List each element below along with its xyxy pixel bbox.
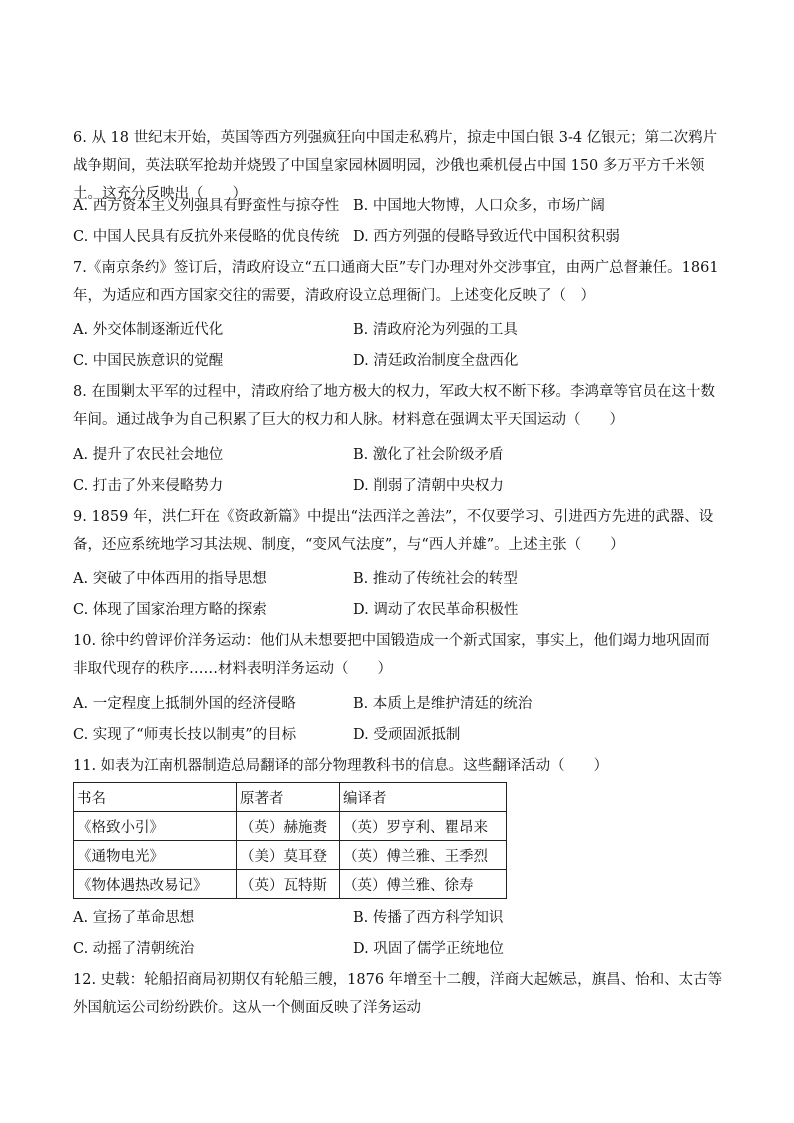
- question-9-option-a[interactable]: A. 突破了中体西用的指导思想: [73, 571, 267, 587]
- question-6-options-row-2: [73, 223, 723, 251]
- table-cell: （英）赫施赉: [237, 812, 340, 841]
- table-header-cell: 原著者: [237, 783, 340, 812]
- question-7-options-row-2: [73, 347, 723, 375]
- table-row: [74, 870, 507, 899]
- table-cell: （美）莫耳登: [237, 841, 340, 870]
- question-7-option-b[interactable]: B. 清政府沦为列强的工具: [353, 322, 518, 338]
- question-8-options-row-2: [73, 472, 723, 500]
- table-header-cell: 书名: [74, 783, 237, 812]
- question-10-option-b[interactable]: B. 本质上是维护清廷的统治: [353, 696, 533, 712]
- table-row: [74, 812, 507, 841]
- question-8-options-row-1: [73, 441, 723, 469]
- question-11-option-c[interactable]: C. 动摇了清朝统治: [73, 941, 195, 957]
- question-8-stem: 8. 在围剿太平军的过程中，清政府给了地方极大的权力，军政大权不断下移。李鸿章等官员在这十数年间。通过战争为自己积累了巨大的权力和人脉。材料意在强调太平天国运动（ ）: [73, 384, 715, 428]
- question-9-stem: 9. 1859 年，洪仁玕在《资政新篇》中提出“法西洋之善法”，不仅要学习、引进西方先进的武器、设备，还应系统地学习其法规、制度，“变风气法度”，与“西人并雄”。上述主张（ ）: [73, 509, 714, 553]
- question-11-stem: 11. 如表为江南机器制造总局翻译的部分物理教科书的信息。这些翻译活动（ ）: [73, 758, 609, 774]
- table-header-row: [74, 783, 507, 812]
- question-6-option-b[interactable]: B. 中国地大物博，人口众多，市场广阔: [353, 198, 605, 214]
- question-10-options-row-2: [73, 721, 723, 749]
- question-8-option-b[interactable]: B. 激化了社会阶级矛盾: [353, 447, 504, 463]
- table-cell: （英）罗亨利、瞿昂来: [340, 812, 507, 841]
- table-cell: （英）傅兰雅、王季烈: [340, 841, 507, 870]
- question-7-stem: 7.《南京条约》签订后，清政府设立“五口通商大臣”专门办理对外交涉事宜，由两广总督兼任。1861 年，为适应和西方国家交往的需要，清政府设立总理衙门。上述变化反映了（ ）: [73, 260, 719, 304]
- question-6-stem: 6. 从 18 世纪末开始，英国等西方列强疯狂向中国走私鸦片，掠走中国白银 3-4 亿银元；第二次鸦片战争期间，英法联军抢劫并烧毁了中国皇家园林圆明园，沙俄也乘机侵占中国 150 多万平方千米领土。这充分反映出（ ）: [73, 130, 718, 202]
- question-10-options-row-1: [73, 690, 723, 718]
- question-10-option-d[interactable]: D. 受顽固派抵制: [353, 727, 461, 743]
- question-8-option-c[interactable]: C. 打击了外来侵略势力: [73, 478, 224, 494]
- question-10-option-c[interactable]: C. 实现了“师夷长技以制夷”的目标: [73, 727, 297, 743]
- question-7-options-row-1: [73, 316, 723, 344]
- question-7-option-a[interactable]: A. 外交体制逐渐近代化: [73, 322, 224, 338]
- question-10-stem: 10. 徐中约曾评价洋务运动：他们从未想要把中国锻造成一个新式国家，事实上，他们竭力地巩固而非取代现存的秩序……材料表明洋务运动（ ）: [73, 633, 710, 677]
- question-11-option-d[interactable]: D. 巩固了儒学正统地位: [353, 941, 504, 957]
- question-9-options-row-1: [73, 565, 723, 593]
- table-cell: 《物体遇热改易记》: [74, 870, 237, 899]
- table-cell: 《格致小引》: [74, 812, 237, 841]
- question-9-option-d[interactable]: D. 调动了农民革命积极性: [353, 602, 519, 618]
- table-header-cell: 编译者: [340, 783, 507, 812]
- question-8-option-d[interactable]: D. 削弱了清朝中央权力: [353, 478, 504, 494]
- question-7-option-d[interactable]: D. 清廷政治制度全盘西化: [353, 353, 519, 369]
- question-8-option-a[interactable]: A. 提升了农民社会地位: [73, 447, 224, 463]
- question-9-option-b[interactable]: B. 推动了传统社会的转型: [353, 571, 518, 587]
- question-11-option-a[interactable]: A. 宣扬了革命思想: [73, 910, 195, 926]
- question-9-option-c[interactable]: C. 体现了国家治理方略的探索: [73, 602, 267, 618]
- question-6-option-d[interactable]: D. 西方列强的侵略导致近代中国积贫积弱: [353, 229, 620, 245]
- question-6-option-c[interactable]: C. 中国人民具有反抗外来侵略的优良传统: [73, 229, 340, 245]
- translation-table: [73, 782, 507, 899]
- question-7-option-c[interactable]: C. 中国民族意识的觉醒: [73, 353, 224, 369]
- table-row: [74, 841, 507, 870]
- question-11-option-b[interactable]: B. 传播了西方科学知识: [353, 910, 504, 926]
- table-cell: （英）傅兰雅、徐寿: [340, 870, 507, 899]
- table-cell: （英）瓦特斯: [237, 870, 340, 899]
- table-cell: 《通物电光》: [74, 841, 237, 870]
- question-6-option-a[interactable]: A. 西方资本主义列强具有野蛮性与掠夺性: [73, 198, 340, 214]
- question-11-options-row-1: [73, 904, 723, 932]
- question-12-stem: 12. 史载：轮船招商局初期仅有轮船三艘，1876 年增至十二艘，洋商大起嫉忌，旗昌、怡和、太古等外国航运公司纷纷跌价。这从一个侧面反映了洋务运动: [73, 972, 723, 1016]
- question-11-options-row-2: [73, 935, 723, 963]
- question-10-option-a[interactable]: A. 一定程度上抵制外国的经济侵略: [73, 696, 296, 712]
- question-9-options-row-2: [73, 596, 723, 624]
- question-6-options-row-1: [73, 192, 723, 220]
